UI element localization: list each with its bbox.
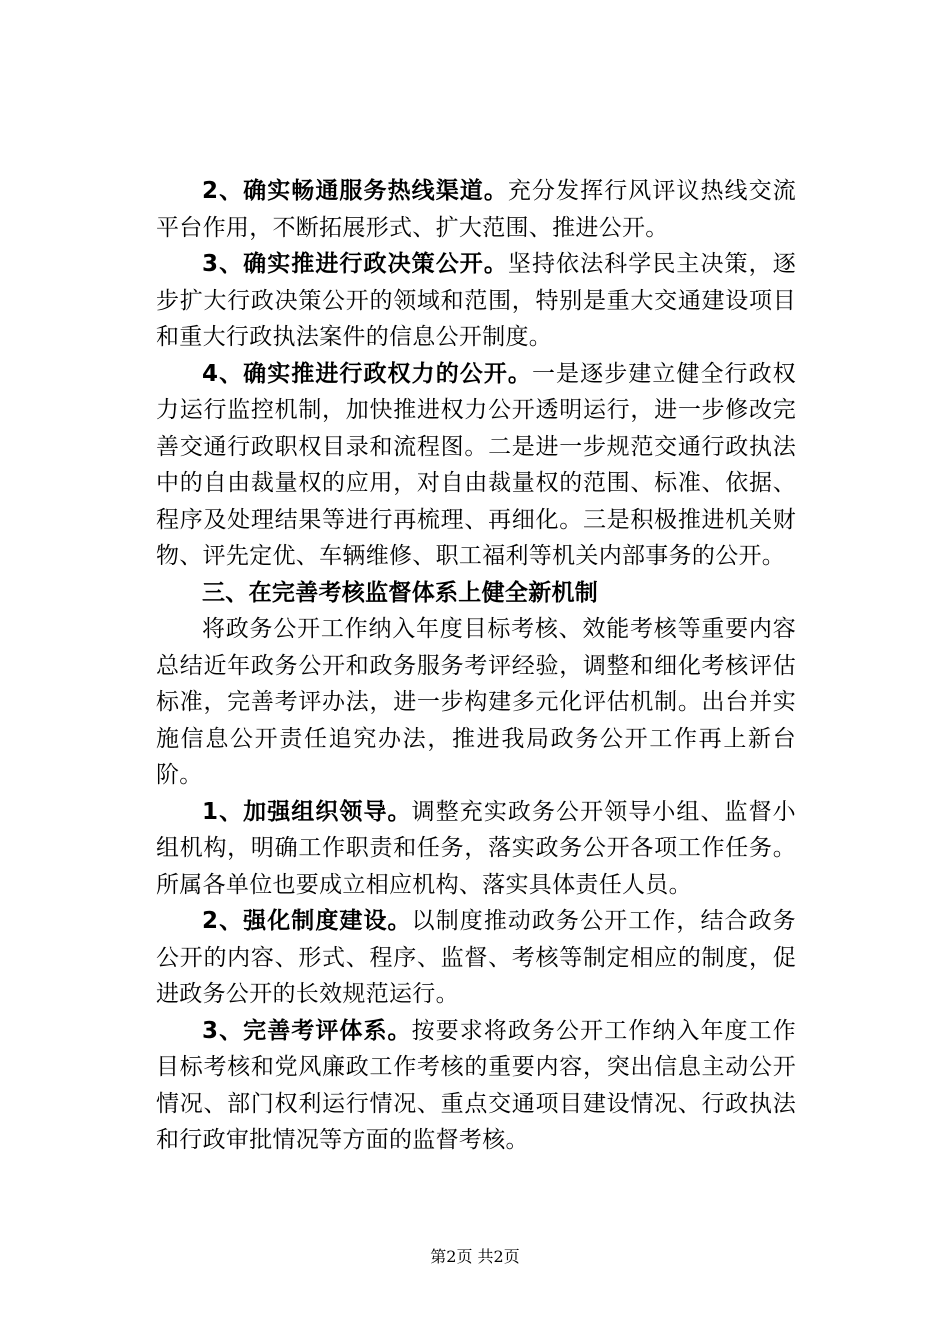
paragraph-lead: 1、加强组织领导。 — [202, 798, 412, 825]
paragraph-text: 按要求将政务公开工作纳入年度工作目标考核和党风廉政工作考核的重要内容，突出信息主动公开情况、部门权利运行情况、重点交通项目建设情况、行政执法和行政审批情况等方面的监督考核。 — [156, 1017, 796, 1153]
page-number: 第2页 共2页 — [430, 1247, 520, 1266]
section-intro: 将政务公开工作纳入年度目标考核、效能考核等重要内容总结近年政务公开和政务服务考评经验，调整和细化考核评估标准，完善考评办法，进一步构建多元化评估机制。出台并实施信息公开责任追究办法，推进我局政务公开工作再上新台阶。 — [156, 616, 796, 788]
paragraph-evaluation — [156, 1013, 796, 1159]
paragraph-power-disclosure — [156, 356, 796, 575]
paragraph-hotline — [156, 173, 796, 246]
paragraph-text: 调整充实政务公开领导小组、监督小组机构，明确工作职责和任务，落实政务公开各项工作任务。所属各单位也要成立相应机构、落实具体责任人员。 — [156, 798, 796, 898]
paragraph-system-building — [156, 903, 796, 1013]
paragraph-organization — [156, 794, 796, 904]
paragraph-text: 一是逐步建立健全行政权力运行监控机制，加快推进权力公开透明运行，进一步修改完善交通行政职权目录和流程图。二是进一步规范交通行政执法中的自由裁量权的应用，对自由裁量权的范围、标准、依据、程序及处理结果等进行再梳理、再细化。三是积极推进机关财物、评先定优、车辆维修、职工福利等机关内部事务的公开。 — [156, 360, 796, 569]
paragraph-text: 充分发挥行风评议热线交流平台作用，不断拓展形式、扩大范围、推进公开。 — [156, 178, 796, 241]
section-heading: 三、在完善考核监督体系上健全新机制 — [202, 579, 599, 606]
paragraph-decision-disclosure — [156, 246, 796, 356]
paragraph-lead: 3、确实推进行政决策公开。 — [202, 251, 508, 277]
paragraph-lead: 2、确实畅通服务热线渠道。 — [202, 178, 508, 204]
document-body — [156, 173, 796, 1159]
page-footer — [0, 1244, 950, 1267]
paragraph-lead: 2、强化制度建设。 — [202, 908, 412, 934]
paragraph-text: 坚持依法科学民主决策，逐步扩大行政决策公开的领域和范围，特别是重大交通建设项目和重大行政执法案件的信息公开制度。 — [156, 251, 796, 350]
paragraph-lead: 4、确实推进行政权力的公开。 — [202, 360, 532, 387]
paragraph-text: 以制度推动政务公开工作，结合政务公开的内容、形式、程序、监督、考核等制定相应的制度，促进政务公开的长效规范运行。 — [156, 908, 796, 1007]
paragraph-lead: 3、完善考评体系。 — [202, 1017, 412, 1044]
